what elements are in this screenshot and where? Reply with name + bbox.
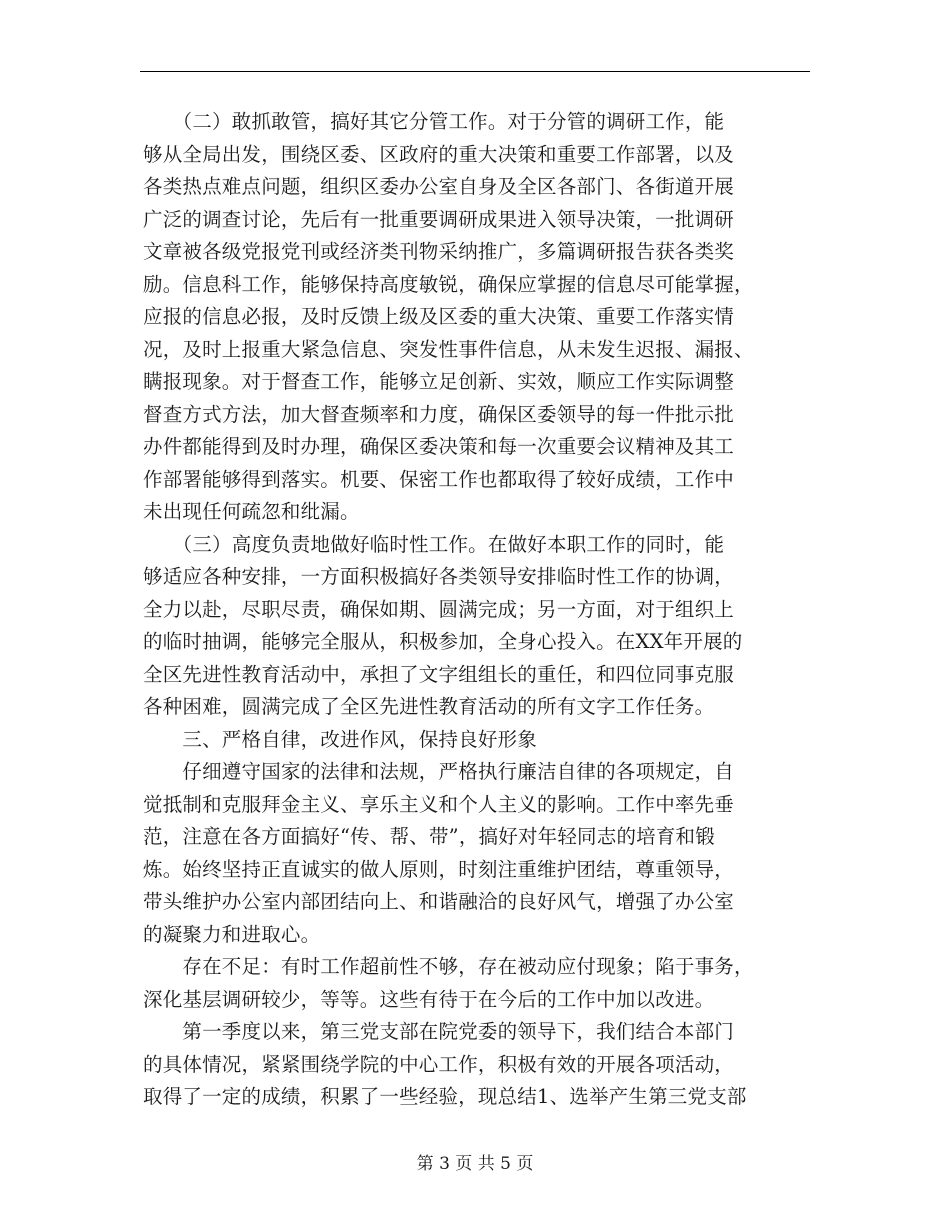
section-heading: 三、严格自律，改进作风，保持良好形象 [143, 727, 538, 751]
text-line: 各类热点难点问题，组织区委办公室自身及全区各部门、各街道开展 [143, 175, 735, 198]
text-line: 深化基层调研较少，等等。这些有待于在今后的工作中加以改进。 [143, 987, 715, 1011]
text-line: 的凝聚力和进取心。 [143, 922, 321, 946]
text-line: 督查方式方法，加大督查频率和力度，确保区委领导的每一件批示批 [143, 402, 735, 426]
text-line: 取得了一定的成绩，积累了一些经验，现总结1、选举产生第三党支部 [143, 1085, 747, 1108]
text-line: 广泛的调查讨论，先后有一批重要调研成果进入领导决策，一批调研 [143, 207, 735, 231]
text-line: 未出现任何疏忽和纰漏。 [143, 500, 360, 523]
text-line: 文章被各级党报党刊或经济类刊物采纳推广，多篇调研报告获各类奖 [143, 240, 735, 263]
text-line: 况，及时上报重大紧急信息、突发性事件信息，从未发生迟报、漏报、 [143, 337, 754, 361]
text-line: 炼。始终坚持正直诚实的做人原则，时刻注重维护团结，尊重领导， [143, 857, 735, 881]
text-line: 够适应各种安排，一方面积极搞好各类领导安排临时性工作的协调， [143, 565, 735, 588]
text-line: 各种困难，圆满完成了全区先进性教育活动的所有文字工作任务。 [143, 695, 715, 718]
text-line: 全力以赴，尽职尽责，确保如期、圆满完成；另一方面，对于组织上 [143, 597, 735, 621]
page-number: 第 3 页 共 5 页 [416, 1154, 534, 1174]
text-line: 瞒报现象。对于督查工作，能够立足创新、实效，顺应工作实际调整 [143, 370, 735, 393]
text-line: 的临时抽调，能够完全服从，积极参加，全身心投入。在XX年开展的 [143, 630, 743, 653]
text-line: 全区先进性教育活动中，承担了文字组组长的重任，和四位同事克服 [143, 662, 735, 686]
text-line: （二）敢抓敢管，搞好其它分管工作。对于分管的调研工作，能 [143, 110, 725, 133]
text-line: 的具体情况，紧紧围绕学院的中心工作，积极有效的开展各项活动， [143, 1052, 735, 1076]
text-line: 带头维护办公室内部团结向上、和谐融洽的良好风气，增强了办公室 [143, 890, 735, 913]
text-line: 觉抵制和克服拜金主义、享乐主义和个人主义的影响。工作中率先垂 [143, 792, 735, 816]
text-line: 应报的信息必报，及时反馈上级及区委的重大决策、重要工作落实情 [143, 305, 735, 328]
text-line: 够从全局出发，围绕区委、区政府的重大决策和重要工作部署，以及 [143, 142, 735, 166]
text-line: 第一季度以来，第三党支部在院党委的领导下，我们结合本部门 [143, 1020, 735, 1043]
text-line: 范，注意在各方面搞好“传、帮、带”，搞好对年轻同志的培育和锻 [143, 825, 715, 848]
text-line: 作部署能够得到落实。机要、保密工作也都取得了较好成绩，工作中 [143, 467, 735, 491]
body-text [143, 106, 813, 1114]
text-line: 励。信息科工作，能够保持高度敏锐，确保应掌握的信息尽可能掌握， [143, 272, 754, 296]
text-line: 仔细遵守国家的法律和法规，严格执行廉洁自律的各项规定，自 [143, 760, 735, 783]
text-line: 办件都能得到及时办理，确保区委决策和每一次重要会议精神及其工 [143, 435, 735, 458]
header-divider [140, 71, 810, 72]
text-line: 存在不足：有时工作超前性不够，存在被动应付现象；陷于事务， [143, 955, 754, 978]
text-line: （三）高度负责地做好临时性工作。在做好本职工作的同时，能 [143, 532, 725, 556]
